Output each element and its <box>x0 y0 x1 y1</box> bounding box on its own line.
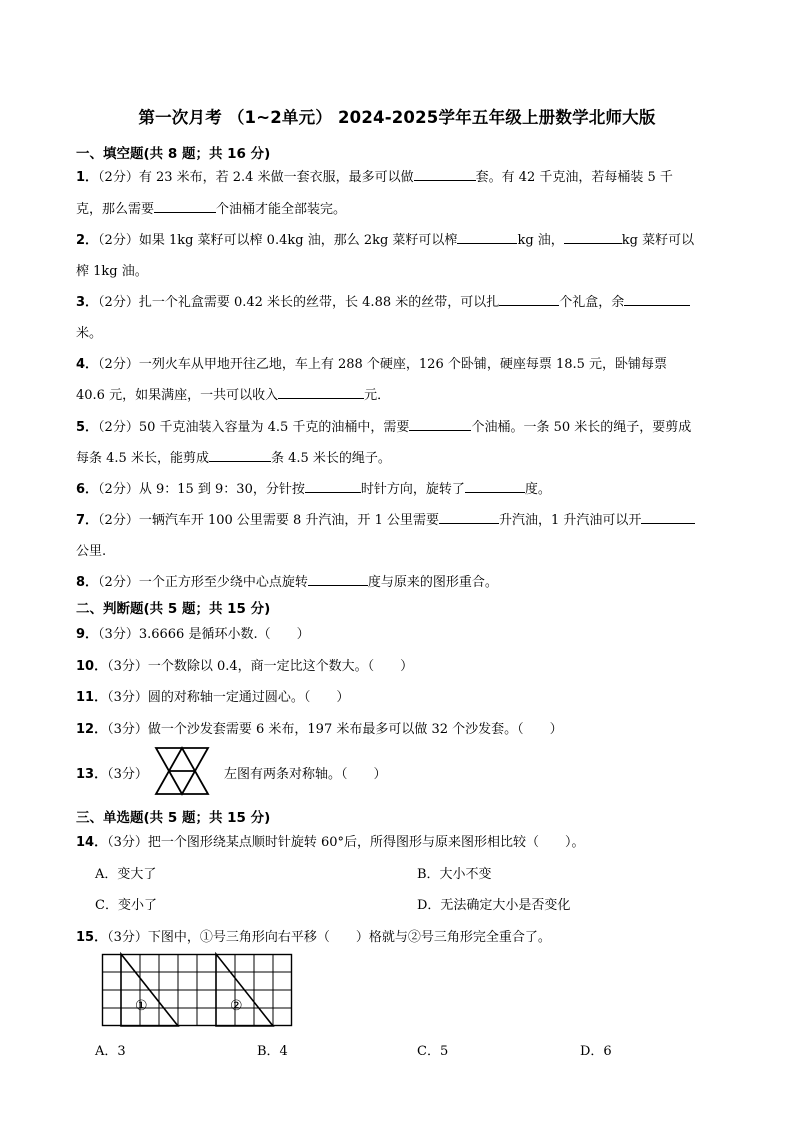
answer-blank[interactable] <box>439 511 499 524</box>
question-text: 升汽油，1 升汽油可以开 <box>498 513 642 528</box>
question-11 <box>76 686 349 705</box>
question-text: 每条 4.5 米长，能剪成 <box>76 451 209 466</box>
question-text: 元． <box>364 388 391 403</box>
answer-blank[interactable] <box>457 231 517 244</box>
answer-blank[interactable] <box>209 449 271 462</box>
question-text: （2分）一辆汽车开 100 公里需要 8 升汽油，开 1 公里需要 <box>98 513 439 528</box>
question-1 <box>76 166 673 185</box>
question-4 <box>76 353 667 372</box>
question-text: 个礼盒，余 <box>559 295 625 310</box>
question-7 <box>76 509 695 528</box>
question-number: 15． <box>76 930 108 945</box>
question-text: （2分）如果 1kg 菜籽可以榨 0.4kg 油，那么 2kg 菜籽可以榨 <box>98 233 458 248</box>
question-number: 13． <box>76 767 108 782</box>
question-number: 14． <box>76 835 108 850</box>
question-2-cont <box>76 260 148 279</box>
question-text: kg 油， <box>517 233 564 248</box>
page-title: 第一次月考 （1~2单元） 2024-2025学年五年级上册数学北师大版 <box>138 108 656 127</box>
option-d[interactable]: D．6 <box>580 1044 612 1059</box>
question-text: （3分）做一个沙发套需要 6 米布，197 米布最多可以做 32 个沙发套。（ ） <box>107 722 563 737</box>
question-number: 9． <box>76 627 99 642</box>
question-text: 40.6 元，如果满座，一共可以收入 <box>76 388 279 403</box>
question-6 <box>76 478 551 497</box>
question-9 <box>76 623 310 642</box>
question-4-cont <box>76 384 390 403</box>
answer-blank[interactable] <box>414 168 476 181</box>
question-8 <box>76 571 498 590</box>
answer-blank[interactable] <box>624 293 690 306</box>
question-number: 8． <box>76 575 99 590</box>
question-text: 套。有 42 千克油，若每桶装 5 千 <box>475 170 673 185</box>
question-text: kg 菜籽可以 <box>621 233 695 248</box>
option-a[interactable]: A．变大了 <box>95 867 157 882</box>
answer-blank[interactable] <box>154 200 216 213</box>
question-number: 3． <box>76 295 99 310</box>
triangle-2-label: ② <box>230 998 243 1014</box>
hexagram-figure <box>155 747 209 795</box>
question-number: 11． <box>76 690 108 705</box>
triangle-grid-figure <box>102 954 292 1026</box>
answer-blank[interactable] <box>564 231 622 244</box>
answer-blank[interactable] <box>409 418 471 431</box>
question-3 <box>76 291 690 310</box>
section-single-choice: 三、单选题(共 5 题；共 15 分) <box>76 810 271 826</box>
question-text: 时针方向，旋转了 <box>360 482 465 497</box>
question-number: 2． <box>76 233 99 248</box>
question-number: 7． <box>76 513 99 528</box>
question-text: 条 4.5 米长的绳子。 <box>270 451 391 466</box>
question-text: （2分）扎一个礼盒需要 0.42 米长的丝带，长 4.88 米的丝带，可以扎 <box>98 295 500 310</box>
question-number: 4． <box>76 357 99 372</box>
question-number: 10． <box>76 659 108 674</box>
question-10 <box>76 655 413 674</box>
question-15 <box>76 926 551 945</box>
option-c[interactable]: C．5 <box>417 1044 449 1059</box>
question-number: 12． <box>76 722 108 737</box>
question-text: （2分）从 9：15 到 9：30，分针按 <box>98 482 305 497</box>
answer-blank[interactable] <box>308 573 368 586</box>
answer-blank[interactable] <box>305 480 361 493</box>
question-text: （3分）下图中，①号三角形向右平移（ ）格就与②号三角形完全重合了。 <box>107 930 551 945</box>
question-text: （3分）一个数除以 0.4，商一定比这个数大。（ ） <box>107 659 414 674</box>
option-c[interactable]: C．变小了 <box>95 898 157 913</box>
question-13 <box>76 763 148 782</box>
section-fill-blank: 一、填空题(共 8 题；共 16 分) <box>76 146 271 162</box>
question-text: （3分）圆的对称轴一定通过圆心。（ ） <box>107 690 350 705</box>
option-b[interactable]: B．大小不变 <box>417 867 492 882</box>
option-b[interactable]: B．4 <box>257 1044 288 1059</box>
question-text: （2分）50 千克油装入容量为 4.5 千克的油桶中，需要 <box>98 420 410 435</box>
question-text: 克，那么需要 <box>76 202 155 217</box>
question-text: 度。 <box>524 482 551 497</box>
question-number: 5． <box>76 420 99 435</box>
answer-blank[interactable] <box>499 293 559 306</box>
question-text: 米。 <box>76 326 103 341</box>
question-text: 个油桶才能全部装完。 <box>216 202 347 217</box>
question-text: （3分）把一个图形绕某点顺时针旋转 60°后，所得图形与原来图形相比较（ ）。 <box>107 835 585 850</box>
answer-blank[interactable] <box>465 480 525 493</box>
question-1-cont <box>76 198 346 217</box>
answer-blank[interactable] <box>278 386 364 399</box>
question-text: 个油桶。一条 50 米长的绳子，要剪成 <box>471 420 692 435</box>
option-a[interactable]: A．3 <box>95 1044 126 1059</box>
question-2 <box>76 229 694 248</box>
question-3-cont <box>76 322 102 341</box>
question-13-statement: 左图有两条对称轴。（ ） <box>224 767 387 782</box>
question-text: （2分）一列火车从甲地开往乙地，车上有 288 个硬座，126 个卧铺，硬座每票 18.5 元，卧铺每票 <box>98 357 668 372</box>
question-7-cont <box>76 540 106 559</box>
question-5-cont <box>76 447 391 466</box>
question-text: 度与原来的图形重合。 <box>367 575 498 590</box>
question-text: （2分）有 23 米布，若 2.4 米做一套衣服，最多可以做 <box>98 170 414 185</box>
question-number: 6． <box>76 482 99 497</box>
question-text: （3分）3.6666 是循环小数.（ ） <box>98 627 310 642</box>
triangle-1-label: ① <box>135 998 148 1014</box>
question-14 <box>76 831 585 850</box>
question-text: 公里. <box>76 544 107 559</box>
answer-blank[interactable] <box>641 511 695 524</box>
question-12 <box>76 718 563 737</box>
option-d[interactable]: D．无法确定大小是否变化 <box>417 898 571 913</box>
question-text: （3分） <box>107 767 148 782</box>
section-true-false: 二、判断题(共 5 题；共 15 分) <box>76 601 271 617</box>
question-number: 1． <box>76 170 99 185</box>
question-text: （2分）一个正方形至少绕中心点旋转 <box>98 575 308 590</box>
question-text: 榨 1kg 油。 <box>76 264 148 279</box>
question-5 <box>76 416 691 435</box>
